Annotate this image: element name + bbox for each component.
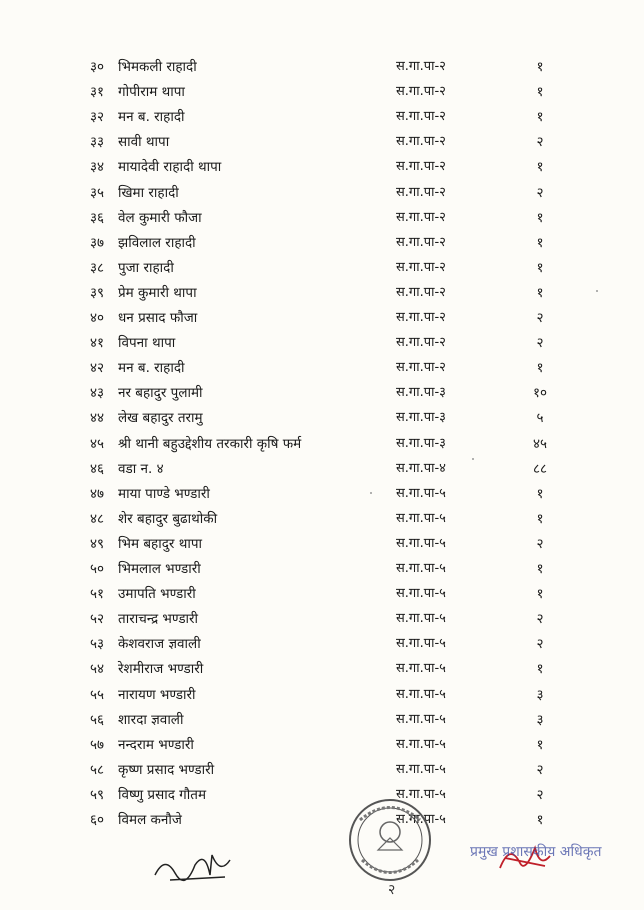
- row-num: ३७: [90, 234, 105, 251]
- row-name: वडा न. ४: [118, 460, 164, 477]
- svg-text:२: २: [388, 882, 396, 898]
- official-designation: प्रमुख प्रशासकीय अधिकृत: [470, 844, 602, 860]
- list-item: [0, 259, 644, 284]
- row-name: झविलाल राहादी: [118, 234, 196, 251]
- list-item: [0, 635, 644, 660]
- list-item: [0, 585, 644, 610]
- row-ward: स.गा.पा-५: [396, 561, 446, 576]
- list-item: [0, 184, 644, 209]
- row-count: १: [536, 284, 544, 301]
- row-name: खिमा राहादी: [118, 184, 179, 201]
- list-item: [0, 334, 644, 359]
- row-ward: स.गा.पा-२: [396, 284, 446, 300]
- list-item: [0, 384, 644, 409]
- list-item: [0, 158, 644, 183]
- row-count: १: [536, 259, 544, 276]
- row-count: २: [536, 134, 544, 151]
- row-count: ५: [536, 410, 544, 427]
- row-num: ५४: [90, 661, 105, 678]
- list-item: [0, 359, 644, 384]
- list-item: [0, 610, 644, 635]
- row-ward: स.गा.पा-२: [396, 159, 446, 175]
- row-num: ३८: [90, 259, 105, 276]
- row-name: सावी थापा: [118, 134, 170, 151]
- list-item: [0, 209, 644, 234]
- row-num: ३२: [90, 109, 105, 126]
- row-name: भिमलाल भण्डारी: [118, 561, 201, 577]
- row-num: ४०: [90, 310, 105, 326]
- row-ward: स.गा.पा-२: [396, 360, 446, 376]
- row-ward: स.गा.पा-२: [396, 310, 446, 325]
- row-name: नारायण भण्डारी: [118, 686, 196, 703]
- row-num: ५२: [90, 611, 105, 628]
- row-ward: स.गा.पा-२: [396, 234, 446, 250]
- list-item: [0, 736, 644, 761]
- row-num: ४६: [90, 460, 105, 477]
- row-count: २: [536, 310, 544, 326]
- row-num: ३१: [90, 84, 105, 101]
- row-num: ४८: [90, 510, 105, 527]
- list-item: [0, 811, 644, 836]
- row-num: ३३: [90, 134, 105, 151]
- row-ward: स.गा.पा-२: [396, 84, 446, 100]
- list-item: [0, 284, 644, 309]
- row-num: ४३: [90, 385, 105, 402]
- row-ward: स.गा.पा-५: [396, 686, 446, 702]
- row-num: ५५: [90, 686, 105, 703]
- list-item: [0, 485, 644, 510]
- row-ward: स.गा.पा-५: [396, 786, 446, 802]
- office-seal-icon: [340, 790, 440, 900]
- row-count: १: [536, 109, 544, 126]
- row-num: ५७: [90, 736, 105, 753]
- row-ward: स.गा.पा-२: [396, 134, 446, 150]
- row-ward: स.गा.पा-३: [396, 435, 446, 451]
- list-item: [0, 58, 644, 83]
- row-name: विमल कनौजे: [118, 812, 182, 828]
- row-name: श्री थानी बहुउद्देशीय तरकारी कृषि फर्म: [118, 435, 302, 452]
- row-name: मन ब. राहादी: [118, 360, 185, 377]
- row-count: १: [536, 59, 544, 75]
- row-count: १: [536, 736, 544, 753]
- list-item: [0, 535, 644, 560]
- row-ward: स.गा.पा-५: [396, 711, 446, 727]
- row-name: केशवराज ज्ञवाली: [118, 636, 201, 653]
- row-count: १: [536, 586, 544, 603]
- row-num: ४९: [90, 535, 105, 552]
- list-item: [0, 108, 644, 133]
- row-ward: स.गा.पा-३: [396, 410, 446, 426]
- signature-left-icon: [150, 845, 240, 890]
- row-ward: स.गा.पा-५: [396, 661, 446, 677]
- list-item: [0, 133, 644, 158]
- row-num: ४७: [90, 485, 105, 502]
- row-count: ३: [536, 711, 544, 728]
- row-count: १: [536, 561, 544, 577]
- row-count: २: [536, 786, 544, 803]
- row-name: शेर बहादुर बुढाथोकी: [118, 510, 218, 527]
- row-ward: स.गा.पा-५: [396, 510, 446, 526]
- row-num: ३५: [90, 184, 105, 201]
- scan-speck: [370, 492, 372, 494]
- row-ward: स.गा.पा-५: [396, 636, 446, 652]
- row-name: मन ब. राहादी: [118, 109, 185, 126]
- row-name: भिमकली राहादी: [118, 59, 197, 75]
- row-count: १: [536, 234, 544, 251]
- row-ward: स.गा.पा-३: [396, 385, 446, 401]
- row-count: १: [536, 510, 544, 527]
- list-item: [0, 560, 644, 585]
- row-count: १: [536, 360, 544, 377]
- list-item: [0, 711, 644, 736]
- row-ward: स.गा.पा-२: [396, 335, 446, 351]
- row-count: २: [536, 184, 544, 201]
- row-ward: स.गा.पा-५: [396, 586, 446, 602]
- list-item: [0, 435, 644, 460]
- row-ward: स.गा.पा-४: [396, 460, 446, 476]
- row-num: ४१: [90, 335, 105, 352]
- row-name: माया पाण्डे भण्डारी: [118, 485, 210, 502]
- row-count: ३: [536, 686, 544, 703]
- row-name: प्रेम कुमारी थापा: [118, 284, 197, 301]
- row-count: २: [536, 335, 544, 352]
- row-name: रेशमीराज भण्डारी: [118, 661, 204, 678]
- row-count: १: [536, 812, 544, 828]
- row-name: उमापति भण्डारी: [118, 586, 196, 603]
- row-count: २: [536, 761, 544, 778]
- row-count: १०: [532, 385, 548, 402]
- row-num: ३०: [90, 59, 105, 75]
- list-item: [0, 510, 644, 535]
- row-count: १: [536, 661, 544, 678]
- row-count: १: [536, 84, 544, 101]
- list-item: [0, 409, 644, 434]
- row-name: विष्णु प्रसाद गौतम: [118, 786, 207, 803]
- row-num: ४५: [90, 435, 105, 452]
- list-item: [0, 460, 644, 485]
- list-item: [0, 761, 644, 786]
- list-item: [0, 234, 644, 259]
- row-num: ३९: [90, 284, 105, 301]
- row-ward: स.गा.पा-२: [396, 184, 446, 200]
- row-name: भिम बहादुर थापा: [118, 535, 202, 552]
- row-num: ५१: [90, 586, 105, 603]
- row-name: गोपीराम थापा: [118, 84, 185, 101]
- list-item: [0, 660, 644, 685]
- row-name: नन्दराम भण्डारी: [118, 736, 194, 753]
- row-ward: स.गा.पा-५: [396, 485, 446, 501]
- row-count: १: [536, 159, 544, 176]
- row-ward: स.गा.पा-२: [396, 59, 446, 74]
- row-name: विपना थापा: [118, 335, 176, 352]
- row-num: ५०: [90, 561, 105, 577]
- row-ward: स.गा.पा-५: [396, 611, 446, 627]
- row-count: ४५: [532, 435, 548, 452]
- row-name: पुजा राहादी: [118, 259, 174, 276]
- row-name: नर बहादुर पुलामी: [118, 385, 203, 402]
- row-name: कृष्ण प्रसाद भण्डारी: [118, 761, 215, 778]
- row-ward: स.गा.पा-५: [396, 736, 446, 752]
- row-count: ८८: [532, 460, 548, 477]
- row-name: मायादेवी राहादी थापा: [118, 159, 222, 176]
- scan-speck: [596, 290, 598, 292]
- row-count: १: [536, 485, 544, 502]
- row-name: शारदा ज्ञवाली: [118, 711, 184, 728]
- row-ward: स.गा.पा-५: [396, 535, 446, 551]
- row-num: ५३: [90, 636, 105, 653]
- row-name: ताराचन्द्र भण्डारी: [118, 611, 199, 628]
- list-item: [0, 786, 644, 811]
- row-name: लेख बहादुर तरामु: [118, 410, 203, 427]
- row-num: ६०: [90, 812, 105, 828]
- row-num: ५९: [90, 786, 105, 803]
- row-ward: स.गा.पा-२: [396, 109, 446, 125]
- row-count: २: [536, 535, 544, 552]
- row-count: २: [536, 636, 544, 653]
- list-item: [0, 83, 644, 108]
- scan-speck: [472, 458, 474, 460]
- row-num: ५६: [90, 711, 105, 728]
- row-num: ५८: [90, 761, 105, 778]
- row-ward: स.गा.पा-५: [396, 812, 446, 827]
- list-item: [0, 309, 644, 334]
- row-name: धन प्रसाद फौजा: [118, 310, 198, 326]
- row-name: वेल कुमारी फौजा: [118, 209, 202, 226]
- row-count: २: [536, 611, 544, 628]
- row-ward: स.गा.पा-२: [396, 259, 446, 275]
- row-num: ३६: [90, 209, 105, 226]
- list-item: [0, 686, 644, 711]
- row-num: ४४: [90, 410, 105, 427]
- row-ward: स.गा.पा-२: [396, 209, 446, 225]
- row-count: १: [536, 209, 544, 226]
- row-num: ४२: [90, 360, 105, 377]
- row-num: ३४: [90, 159, 105, 176]
- row-ward: स.गा.पा-५: [396, 761, 446, 777]
